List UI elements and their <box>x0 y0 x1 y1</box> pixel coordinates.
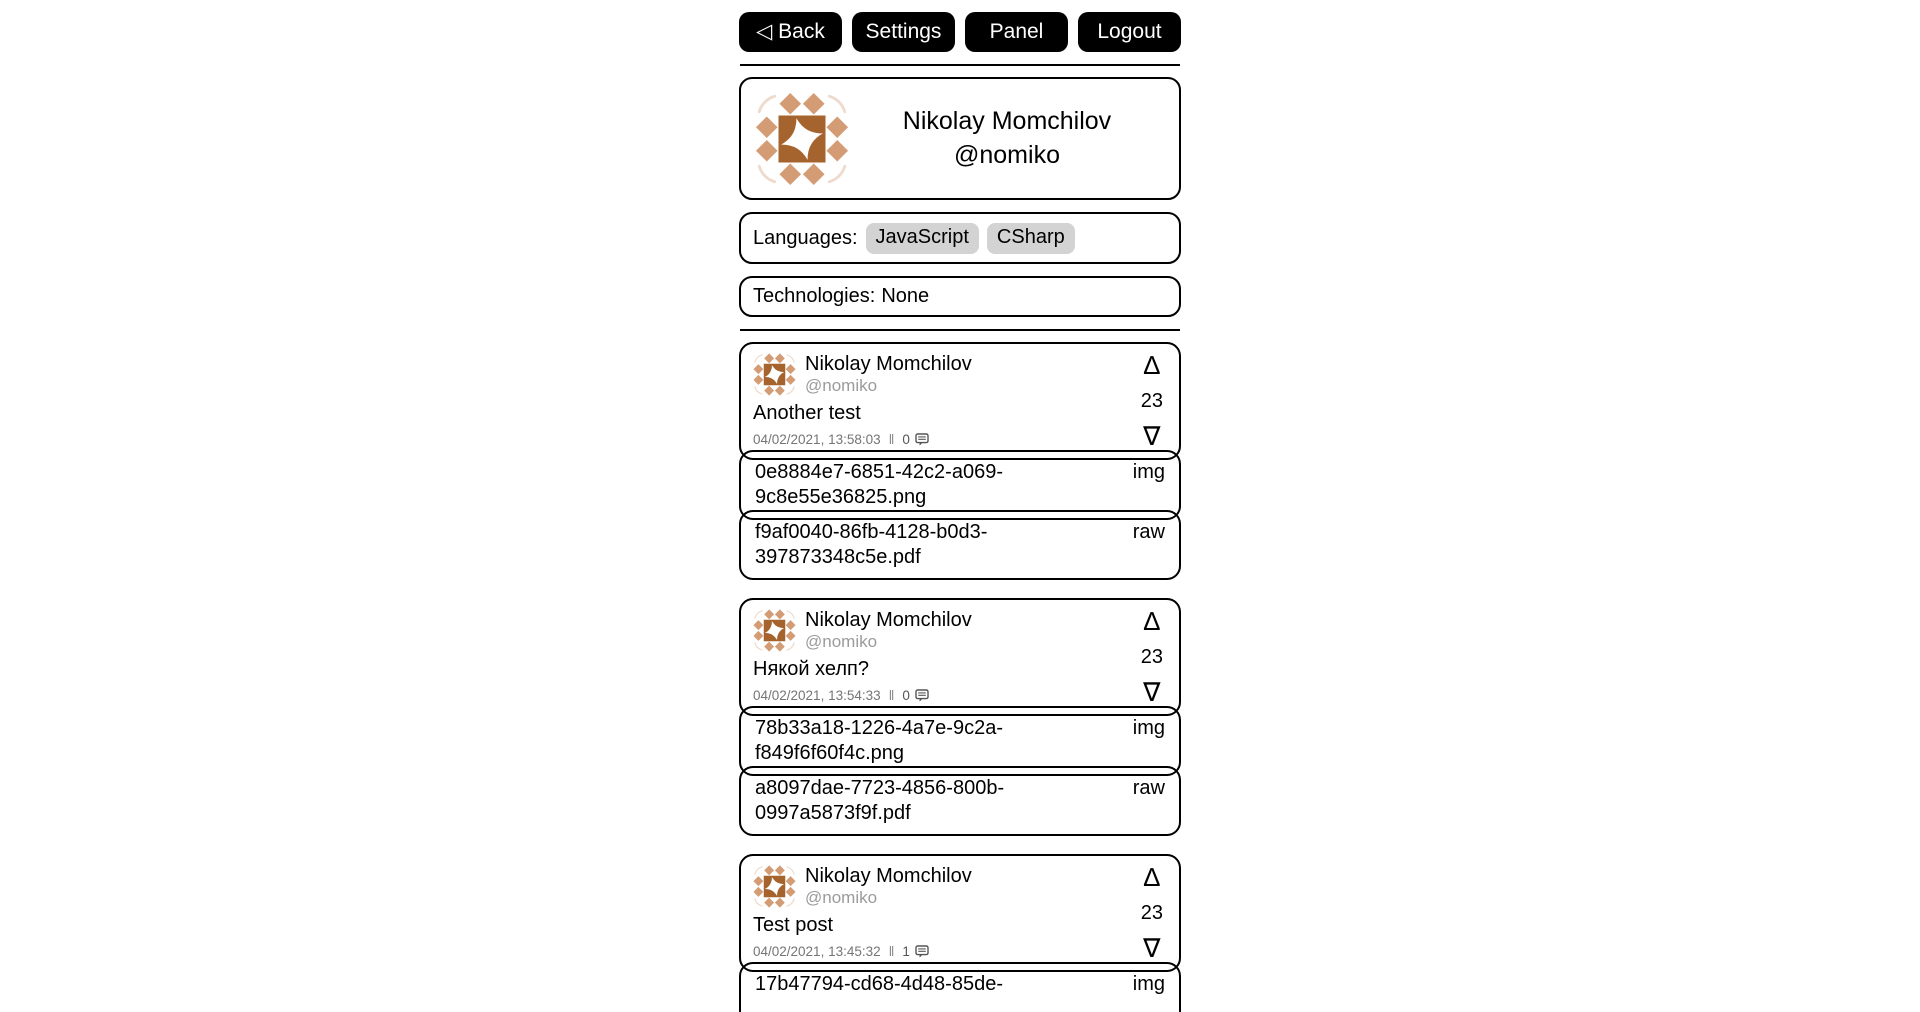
post-title: Another test <box>753 402 861 425</box>
post-timestamp: 04/02/2021, 13:45:32 <box>753 943 881 959</box>
attachment-filename: 0e8884e7-6851-42c2-a069-9c8e55e36825.png <box>755 461 1003 508</box>
meta-divider: ‖ <box>888 943 895 960</box>
post-author-block <box>805 609 972 652</box>
post-author-name: Nikolay Momchilov <box>805 609 972 631</box>
meta-divider: ‖ <box>888 431 895 448</box>
profile-identity <box>849 105 1165 173</box>
profile-avatar <box>755 92 849 186</box>
comment-count: 0 <box>902 431 910 447</box>
upvote-button[interactable]: ∆ <box>1143 350 1160 380</box>
post-group <box>739 598 1181 836</box>
post-card[interactable] <box>739 598 1181 716</box>
post-group <box>739 342 1181 580</box>
post-meta <box>753 687 1109 703</box>
post-timestamp: 04/02/2021, 13:58:03 <box>753 431 881 447</box>
attachment-row[interactable] <box>739 510 1181 580</box>
attachment-row[interactable] <box>739 766 1181 836</box>
post-card[interactable] <box>739 342 1181 460</box>
languages-card <box>739 212 1181 264</box>
identicon-avatar-icon <box>755 92 849 186</box>
posts-divider <box>740 329 1180 331</box>
post-timestamp: 04/02/2021, 13:54:33 <box>753 687 881 703</box>
post-title: Някой хелп? <box>753 658 869 681</box>
top-divider <box>740 64 1180 66</box>
post-header <box>753 865 1109 908</box>
meta-divider: ‖ <box>888 687 895 704</box>
back-button-label: Back <box>778 20 825 43</box>
attachment-type-label: img <box>1132 717 1165 739</box>
profile-handle: @nomiko <box>954 140 1060 169</box>
languages-label: Languages: <box>753 226 858 249</box>
post-meta <box>753 943 1109 959</box>
post-author-block <box>805 865 972 908</box>
language-tag: CSharp <box>987 223 1075 254</box>
attachment-filename: f9af0040-86fb-4128-b0d3-397873348c5e.pdf <box>755 521 988 568</box>
post-author-handle: @nomiko <box>805 632 878 651</box>
downvote-button[interactable]: ∇ <box>1143 677 1161 707</box>
post-author-handle: @nomiko <box>805 376 878 395</box>
attachment-filename: 17b47794-cd68-4d48-85de- <box>755 973 1003 995</box>
panel-button[interactable]: Panel <box>965 12 1068 52</box>
upvote-button[interactable]: ∆ <box>1143 862 1160 892</box>
comment-icon <box>915 945 929 958</box>
language-tag: JavaScript <box>866 223 979 254</box>
vote-score: 23 <box>1140 901 1163 924</box>
upvote-button[interactable]: ∆ <box>1143 606 1160 636</box>
vote-score: 23 <box>1140 389 1163 412</box>
downvote-button[interactable]: ∇ <box>1143 421 1161 451</box>
identicon-avatar-icon <box>753 865 796 908</box>
post-author-handle: @nomiko <box>805 888 878 907</box>
settings-button[interactable]: Settings <box>852 12 955 52</box>
post-group <box>739 854 1181 1012</box>
vote-score: 23 <box>1140 645 1163 668</box>
post-card[interactable] <box>739 854 1181 972</box>
vote-column <box>1141 608 1163 705</box>
attachment-type-label: img <box>1132 461 1165 483</box>
attachment-type-label: raw <box>1132 777 1165 799</box>
technologies-value: None <box>881 285 930 307</box>
downvote-button[interactable]: ∇ <box>1143 933 1161 963</box>
post-meta <box>753 431 1109 447</box>
attachment-filename: 78b33a18-1226-4a7e-9c2a-f849f6f60f4c.png <box>755 717 1003 764</box>
vote-column <box>1141 352 1163 449</box>
post-author-name: Nikolay Momchilov <box>805 865 972 887</box>
comment-icon <box>915 689 929 702</box>
profile-name: Nikolay Momchilov <box>902 106 1112 135</box>
post-author-block <box>805 353 972 396</box>
attachment-row[interactable] <box>739 450 1181 520</box>
technologies-card <box>739 276 1181 317</box>
post-author-name: Nikolay Momchilov <box>805 353 972 375</box>
post-avatar <box>753 353 796 396</box>
identicon-avatar-icon <box>753 353 796 396</box>
post-avatar <box>753 609 796 652</box>
attachment-type-label: raw <box>1132 521 1165 543</box>
attachment-row[interactable] <box>739 706 1181 776</box>
attachment-filename: a8097dae-7723-4856-800b-0997a5873f9f.pdf <box>755 777 1005 824</box>
post-header <box>753 609 1109 652</box>
attachment-type-label: img <box>1132 973 1165 995</box>
content-column <box>739 0 1181 1012</box>
back-arrow-icon: ◁ <box>756 20 773 43</box>
post-avatar <box>753 865 796 908</box>
comment-count: 1 <box>902 943 910 959</box>
identicon-avatar-icon <box>753 609 796 652</box>
back-button[interactable] <box>739 12 842 52</box>
technologies-label: Technologies: <box>753 285 876 307</box>
comment-icon <box>915 433 929 446</box>
post-header <box>753 353 1109 396</box>
profile-card <box>739 77 1181 200</box>
logout-button[interactable]: Logout <box>1078 12 1181 52</box>
toolbar <box>739 12 1181 52</box>
comment-count: 0 <box>902 687 910 703</box>
post-title: Test post <box>753 914 834 937</box>
vote-column <box>1141 864 1163 961</box>
